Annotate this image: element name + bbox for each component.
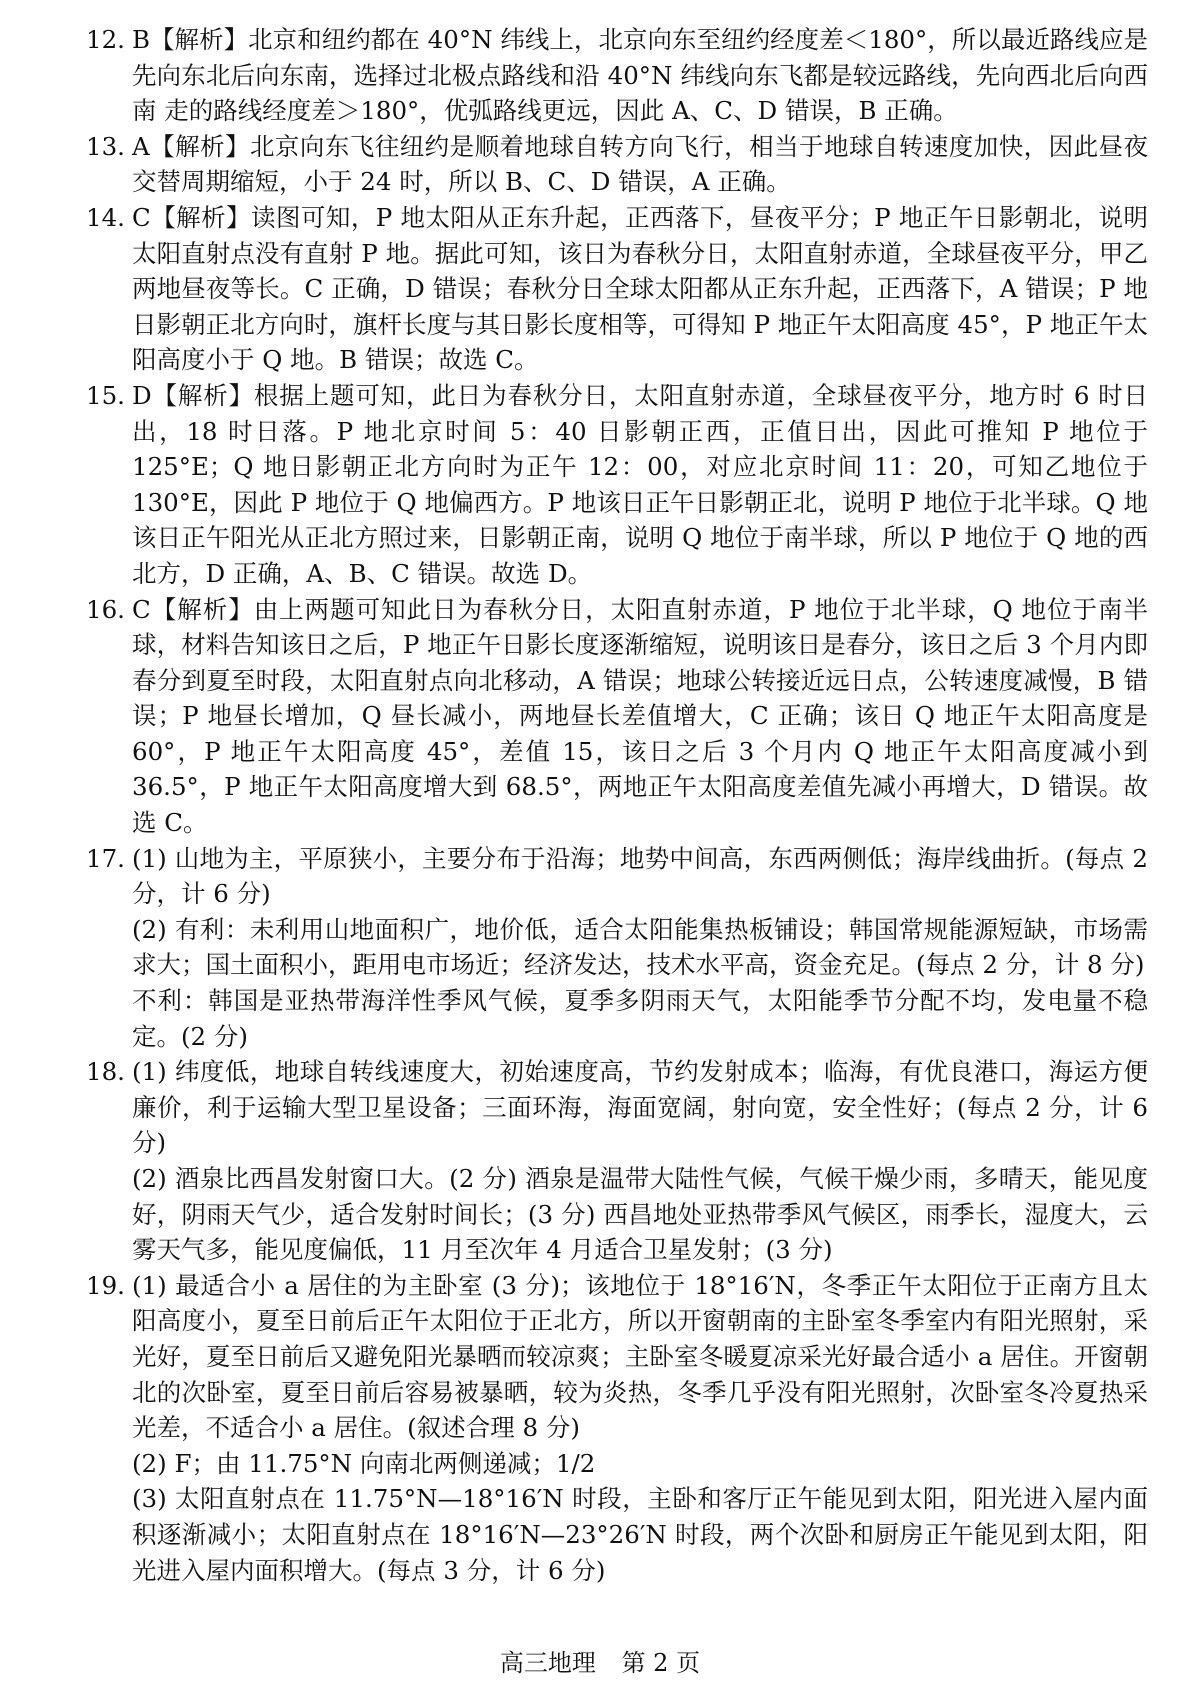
answer-paragraph: D【解析】根据上题可知，此日为春秋分日，太阳直射赤道，全球昼夜平分，地方时 6 时日出，18 时日落。P 地北京时间 5：40 日影朝正西，正值日出，因此可推知 P 地位于 125°E；Q 地日影朝正北方向时为正午 12：00，对应北京时间 11：20，可知乙地位于 130°E，因此 P 地位于 Q 地偏西方。P 地该日正午日影朝正北，说明 P 地位于北半球。Q 地该日正午阳光从正北方照过来，日影朝正南，说明 Q 地位于南半球，所以 P 地位于 Q 地的西北方，D 正确，A、B、C 错误。故选 D。 xyxy=(132,380,1148,588)
answer-paragraph: (1) 山地为主，平原狭小，主要分布于沿海；地势中间高，东西两侧低；海岸线曲折。(每点 2 分，计 6 分) xyxy=(132,843,1148,909)
answer-item xyxy=(86,592,1148,841)
answer-item xyxy=(86,1054,1148,1268)
question-number: 12. xyxy=(86,25,125,54)
answer-paragraph: (2) F；由 11.75°N 向南北两侧递减；1/2 xyxy=(132,1448,596,1478)
answer-list xyxy=(86,22,1148,1588)
answer-paragraph: (1) 最适合小 a 居住的为主卧室 (3 分)；该地位于 18°16′N，冬季正午太阳位于正南方且太阳高度小，夏至日前后正午太阳位于正北方，所以开窗朝南的主卧室冬季室内有阳光照射，采光好，夏至日前后又避免阳光暴晒而较凉爽；主卧室冬暖夏凉采光好最合适小 a 居住。开窗朝北的次卧室，夏至日前后容易被暴晒，较为炎热，冬季几乎没有阳光照射，次卧室冬冷夏热采光差，不适合小 a 居住。(叙述合理 8 分) xyxy=(132,1270,1148,1443)
answer-paragraph: (1) 纬度低，地球自转线速度大，初始速度高，节约发射成本；临海，有优良港口，海运方便廉价，利于运输大型卫星设备；三面环海，海面宽阔，射向宽，安全性好；(每点 2 分，计 6 分) xyxy=(132,1057,1148,1158)
question-number: 17. xyxy=(86,843,125,873)
answer-paragraph: A【解析】北京向东飞往纽约是顺着地球自转方向飞行，相当于地球自转速度加快，因此昼夜交替周期缩短，小于 24 时，所以 B、C、D 错误，A 正确。 xyxy=(132,131,1148,197)
answer-item xyxy=(86,22,1148,129)
question-number: 14. xyxy=(86,202,125,232)
footer-subject: 高三地理 xyxy=(499,1649,596,1677)
answer-paragraph: 不利：韩国是亚热带海洋性季风气候，夏季多阴雨天气，太阳能季节分配不均，发电量不稳定。(2 分) xyxy=(132,986,1148,1051)
answer-paragraph: (2) 酒泉比西昌发射窗口大。(2 分) 酒泉是温带大陆性气候，气候干燥少雨，多晴天，能见度好，阴雨天气少，适合发射时间长；(3 分) 西昌地处亚热带季风气候区，雨季长，湿度大，云雾天气多，能见度偏低，11 月至次年 4 月适合卫星发射；(3 分) xyxy=(132,1164,1148,1265)
answer-paragraph: C【解析】由上两题可知此日为春秋分日，太阳直射赤道，P 地位于北半球，Q 地位于南半球，材料告知该日之后，P 地正午日影长度逐渐缩短，说明该日是春分，该日之后 3 个月内即春分到夏至时段，太阳直射点向北移动，A 错误；地球公转接近远日点，公转速度减慢，B 错误；P 地昼长增加，Q 昼长减小，两地昼长差值增大，C 正确；该日 Q 地正午太阳高度是 60°，P 地正午太阳高度 45°，差值 15，该日之后 3 个月内 Q 地正午太阳高度减小到 36.5°，P 地正午太阳高度增大到 68.5°，两地正午太阳高度差值先减小再增大，D 错误。故选 C。 xyxy=(132,594,1148,838)
page-footer xyxy=(0,1648,1200,1678)
answer-item xyxy=(86,841,1148,1055)
question-number: 15. xyxy=(86,380,125,410)
answer-paragraph: (2) 有利：未利用山地面积广，地价低，适合太阳能集热板铺设；韩国常规能源短缺，市场需求大；国土面积小，距用电市场近；经济发达，技术水平高，资金充足。(每点 2 分，计 8 分) xyxy=(132,914,1148,980)
answer-item xyxy=(86,378,1148,592)
answer-paragraph: B【解析】北京和纽约都在 40°N 纬线上，北京向东至纽约经度差＜180°，所以最近路线应是先向东北后向东南，选择过北极点路线和沿 40°N 纬线向东飞都是较远路线，先向西北后向西南 走的路线经度差＞180°，优弧路线更远，因此 A、C、D 错误，B 正确。 xyxy=(132,25,1148,126)
question-number: 13. xyxy=(86,131,125,161)
answer-item xyxy=(86,200,1148,378)
answer-paragraph: C【解析】读图可知，P 地太阳从正东升起，正西落下，昼夜平分；P 地正午日影朝北，说明太阳直射点没有直射 P 地。据此可知，该日为春秋分日，太阳直射赤道，全球昼夜平分，甲乙两地昼夜等长。C 正确，D 错误；春秋分日全球太阳都从正东升起，正西落下，A 错误；P 地日影朝正北方向时，旗杆长度与其日影长度相等，可得知 P 地正午太阳高度 45°，P 地正午太阳高度小于 Q 地。B 错误；故选 C。 xyxy=(132,202,1148,375)
question-number: 18. xyxy=(86,1057,125,1087)
answer-item xyxy=(86,1268,1148,1588)
footer-page-number: 第 2 页 xyxy=(621,1649,701,1677)
answer-item xyxy=(86,129,1148,200)
answer-paragraph: (3) 太阳直射点在 11.75°N—18°16′N 时段，主卧和客厅正午能见到太阳，阳光进入屋内面积逐渐减小；太阳直射点在 18°16′N—23°26′N 时段，两个次卧和厨房正午能见到太阳，阳光进入屋内面积增大。(每点 3 分，计 6 分) xyxy=(132,1484,1148,1585)
question-number: 19. xyxy=(86,1270,125,1300)
question-number: 16. xyxy=(86,594,125,624)
